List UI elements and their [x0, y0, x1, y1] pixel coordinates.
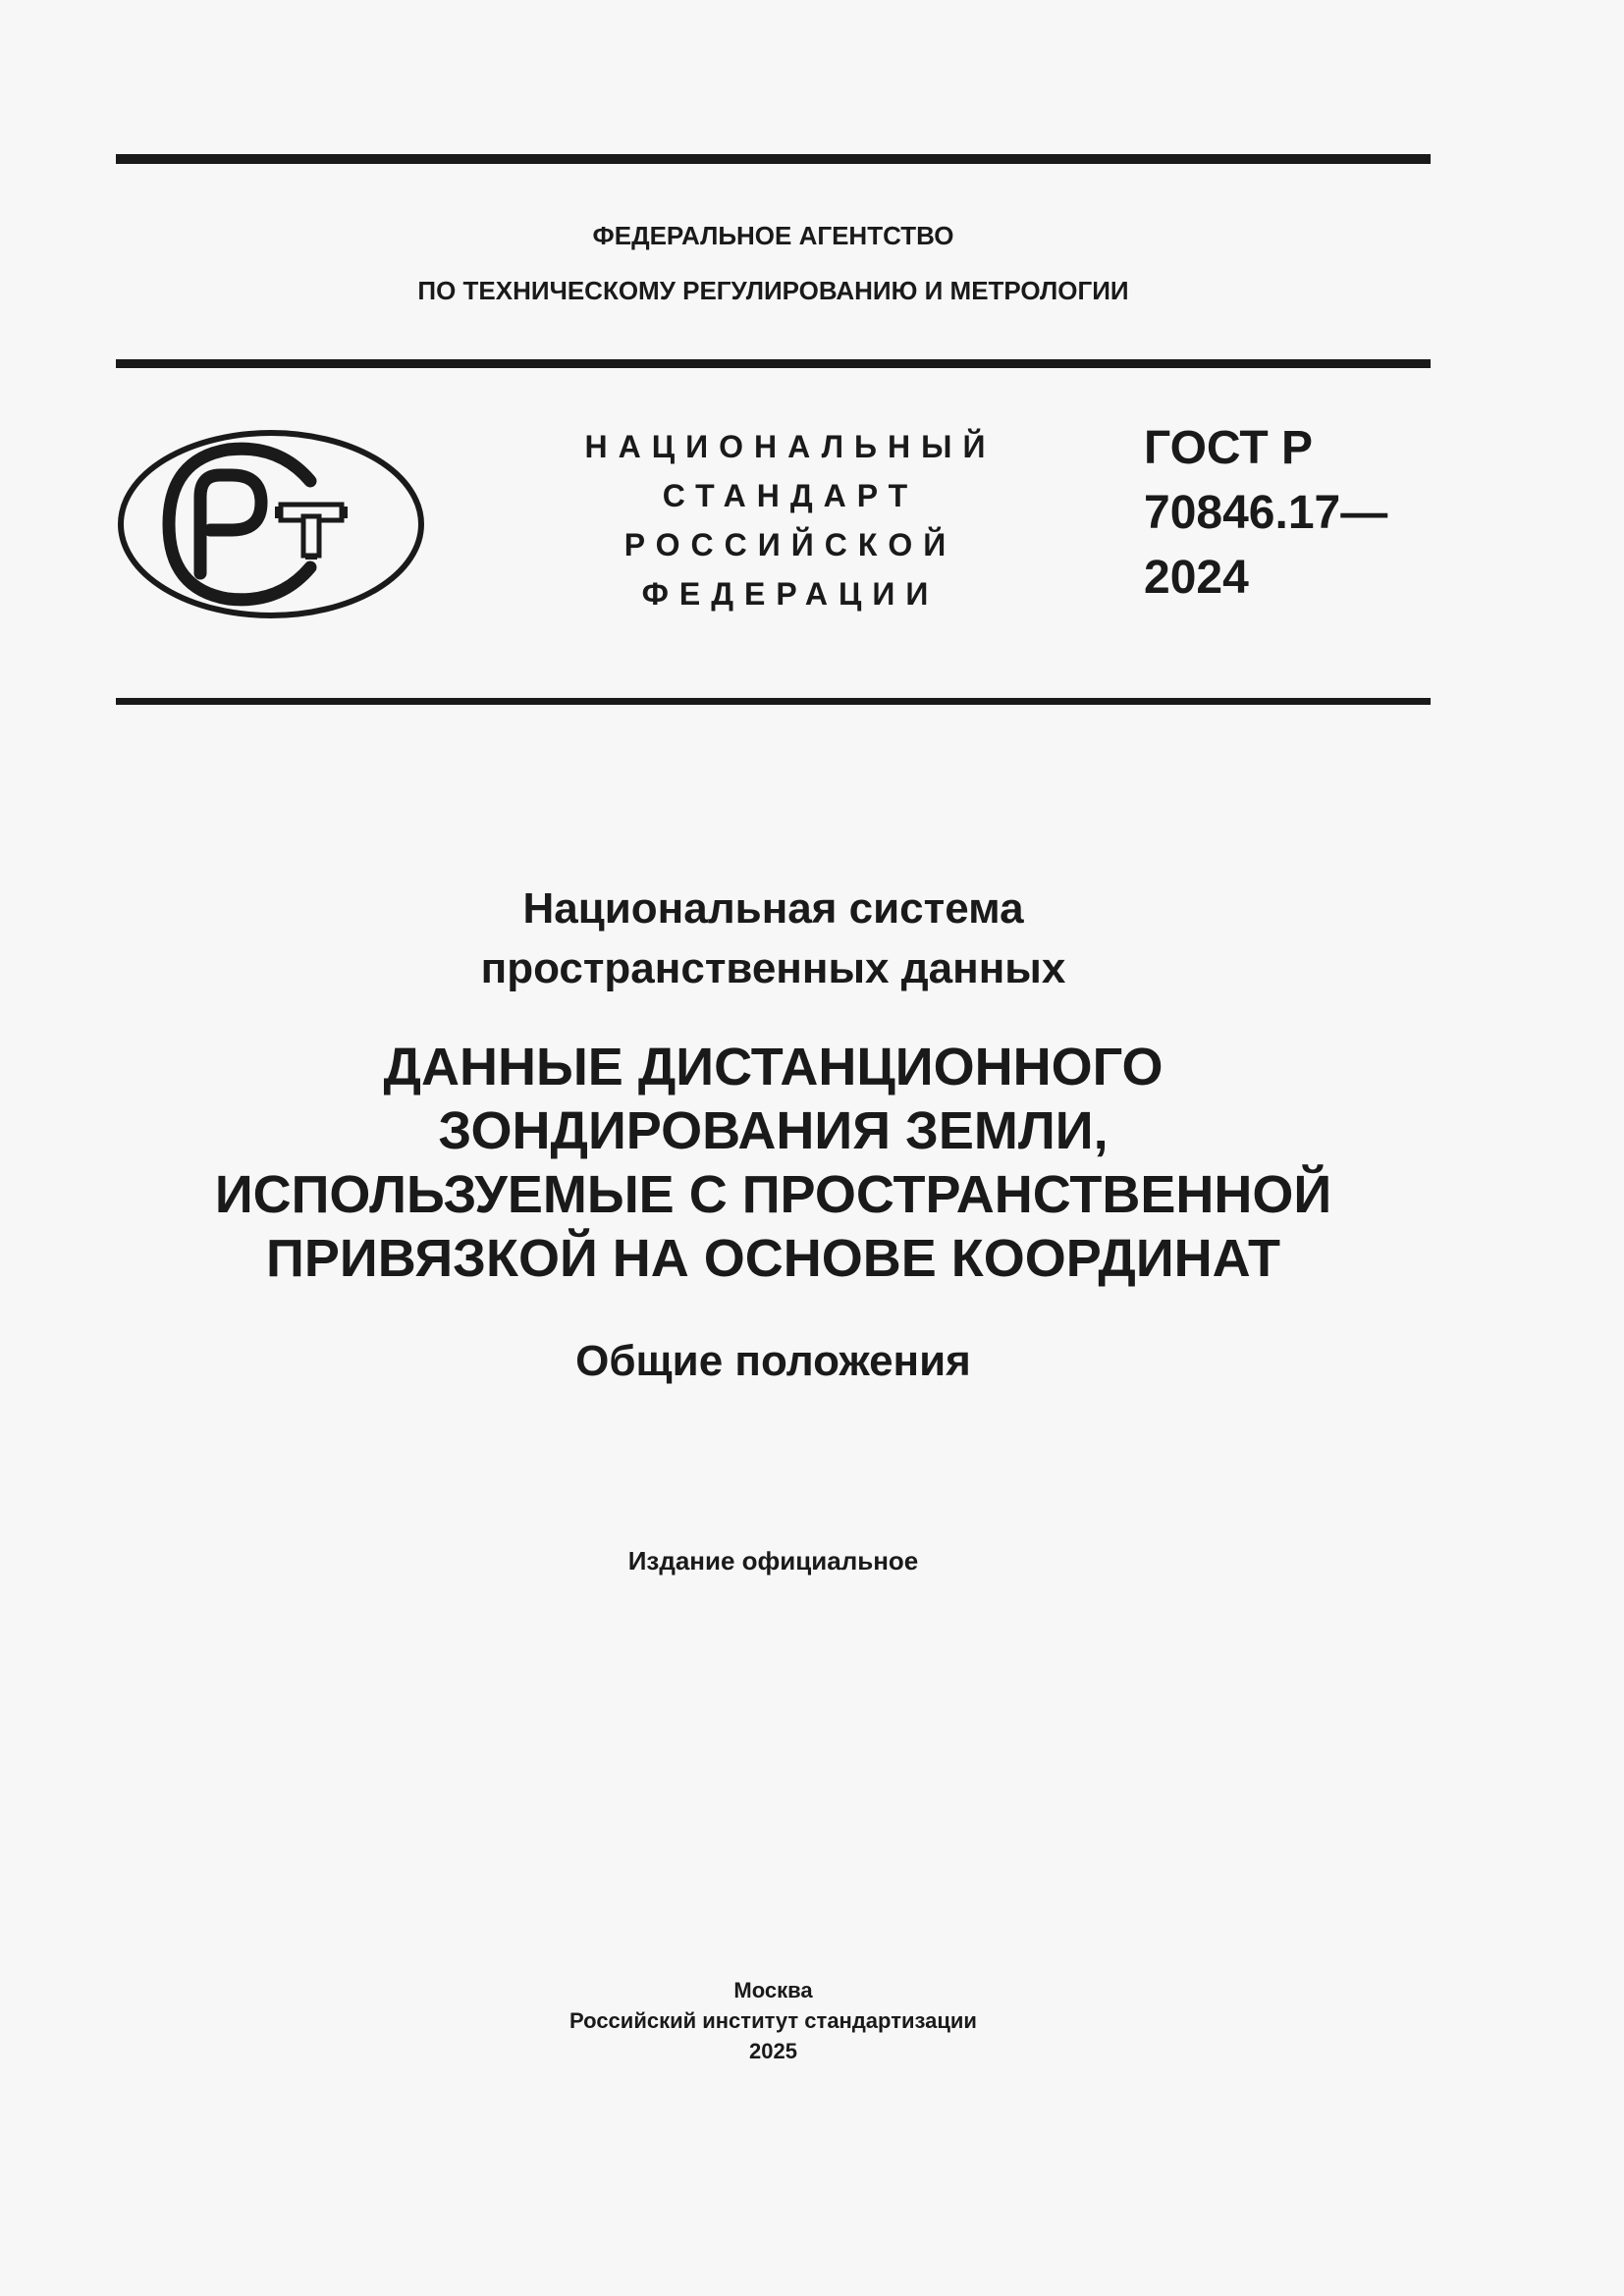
series-title	[116, 879, 1431, 998]
rst-certification-mark-icon	[114, 426, 428, 622]
designation-line-3: 2024	[1144, 552, 1249, 604]
title-line: ДАННЫЕ ДИСТАНЦИОННОГО	[383, 1038, 1164, 1096]
national-standard-line: НАЦИОНАЛЬНЫЙ	[584, 429, 997, 464]
national-standard-line: ФЕДЕРАЦИИ	[641, 576, 940, 612]
publisher-city: Москва	[733, 1978, 813, 2002]
publisher-block	[116, 1975, 1431, 2066]
document-title	[116, 1036, 1431, 1291]
national-standard-line: РОССИЙСКОЙ	[623, 527, 957, 562]
edition-label: Издание официальное	[627, 1546, 919, 1575]
series-line-2: пространственных данных	[480, 944, 1066, 992]
publisher-org: Российский институт стандартизации	[569, 2008, 977, 2033]
agency-bottom-rule	[116, 359, 1431, 368]
publisher-year: 2025	[749, 2039, 797, 2063]
header-bottom-rule	[116, 698, 1431, 705]
title-line: ЗОНДИРОВАНИЯ ЗЕМЛИ,	[438, 1101, 1109, 1160]
designation-line-1: ГОСТ Р	[1144, 422, 1314, 474]
designation-line-2: 70846.17—	[1144, 487, 1388, 539]
title-line: ПРИВЯЗКОЙ НА ОСНОВЕ КООРДИНАТ	[266, 1229, 1280, 1288]
series-line-1: Национальная система	[522, 884, 1024, 933]
national-standard-label	[535, 422, 1046, 618]
agency-line-1: ФЕДЕРАЛЬНОЕ АГЕНТСТВО	[592, 221, 954, 250]
national-standard-line: СТАНДАРТ	[662, 478, 919, 513]
document-subtitle: Общие положения	[575, 1337, 971, 1385]
title-line: ИСПОЛЬЗУЕМЫЕ С ПРОСТРАНСТВЕННОЙ	[214, 1165, 1332, 1224]
agency-line-2: ПО ТЕХНИЧЕСКОМУ РЕГУЛИРОВАНИЮ И МЕТРОЛОГИИ	[417, 276, 1129, 305]
top-rule	[116, 154, 1431, 164]
standard-designation	[1144, 416, 1387, 611]
